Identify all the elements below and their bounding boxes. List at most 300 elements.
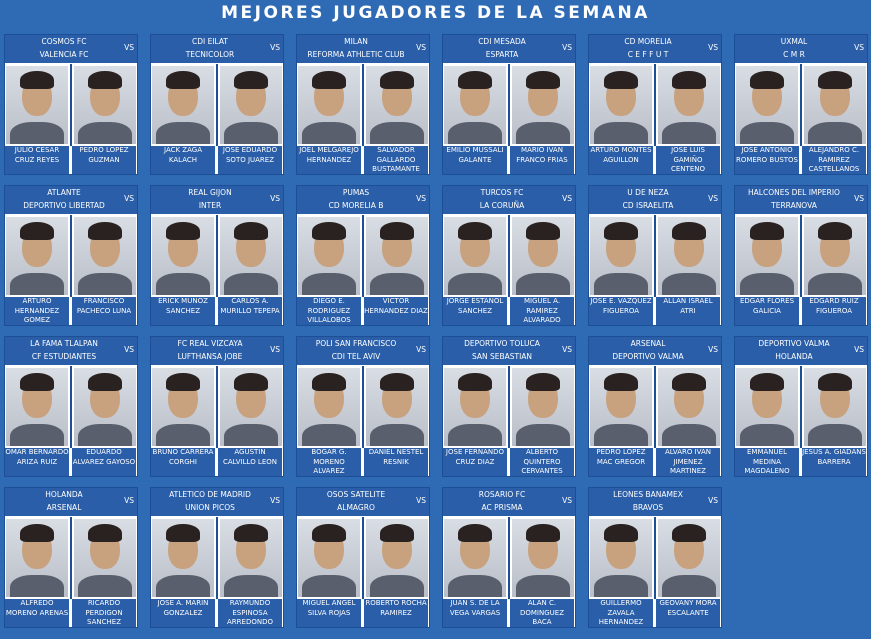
card-divider xyxy=(508,517,510,599)
match-card xyxy=(150,487,284,628)
match-header xyxy=(297,488,429,516)
team-away: C E F F U T xyxy=(627,50,669,59)
match-card xyxy=(588,34,722,175)
match-header xyxy=(5,337,137,365)
team-home: ATLETICO DE MADRID xyxy=(169,490,251,499)
photo-hair xyxy=(166,71,200,89)
photo-hair xyxy=(234,373,268,391)
card-divider xyxy=(70,366,72,448)
vs-label: VS xyxy=(708,194,718,203)
photo-body xyxy=(448,273,502,295)
team-away: UNION PICOS xyxy=(185,503,235,512)
player-name-left: EMMANUEL MEDINA MAGDALENO xyxy=(735,448,799,476)
player-photo-right xyxy=(804,217,866,295)
photo-body xyxy=(370,575,424,597)
team-away: CD MORELIA B xyxy=(328,201,384,210)
player-photo-right xyxy=(74,368,136,446)
photo-body xyxy=(594,122,648,144)
player-name-right: SALVADOR GALLARDO BUSTAMANTE xyxy=(364,146,428,174)
player-name-left: MIGUEL ANGEL SILVA ROJAS xyxy=(297,599,361,627)
vs-label: VS xyxy=(416,43,426,52)
card-divider xyxy=(362,366,364,448)
photo-body xyxy=(10,122,64,144)
photo-hair xyxy=(672,71,706,89)
photo-hair xyxy=(526,71,560,89)
match-card xyxy=(588,336,722,477)
photo-body xyxy=(156,273,210,295)
player-photo-left xyxy=(736,66,798,144)
player-name-left: EMILIO MUSSALI GALANTE xyxy=(443,146,507,174)
player-photo-right xyxy=(74,519,136,597)
player-name-left: GUILLERMO ZAVALA HERNANDEZ xyxy=(589,599,653,627)
vs-label: VS xyxy=(124,496,134,505)
team-away: ESPARTA xyxy=(485,50,519,59)
player-name-left: ARTURO HERNANDEZ GOMEZ xyxy=(5,297,69,325)
team-home: LEONES BANAMEX xyxy=(613,490,683,499)
photo-body xyxy=(224,122,278,144)
team-home: REAL GIJON xyxy=(188,188,232,197)
photo-body xyxy=(662,424,716,446)
card-divider xyxy=(654,215,656,297)
player-name-left: PEDRO LOPEZ MAC GREGOR xyxy=(589,448,653,476)
card-divider xyxy=(70,215,72,297)
card-divider xyxy=(800,64,802,146)
player-photo-left xyxy=(298,519,360,597)
photo-body xyxy=(740,122,794,144)
card-divider xyxy=(654,366,656,448)
player-name-right: JESUS A. GIADANS BARRERA xyxy=(802,448,866,476)
card-divider xyxy=(216,64,218,146)
player-photo-left xyxy=(6,519,68,597)
player-photo-right xyxy=(658,66,720,144)
photo-hair xyxy=(526,524,560,542)
photo-hair xyxy=(234,524,268,542)
match-card xyxy=(296,336,430,477)
team-home: ARSENAL xyxy=(630,339,666,348)
player-photo-right xyxy=(366,368,428,446)
match-header xyxy=(297,35,429,63)
player-photo-left xyxy=(590,519,652,597)
team-home: ROSARIO FC xyxy=(478,490,526,499)
player-photo-left xyxy=(590,66,652,144)
photo-body xyxy=(516,575,570,597)
photo-hair xyxy=(312,524,346,542)
photo-hair xyxy=(672,222,706,240)
card-divider xyxy=(654,64,656,146)
match-card xyxy=(296,487,430,628)
player-name-right: RICARDO PERDIGON SANCHEZ xyxy=(72,599,136,627)
match-card xyxy=(4,34,138,175)
player-photo-left xyxy=(736,217,798,295)
photo-body xyxy=(224,273,278,295)
photo-hair xyxy=(458,373,492,391)
match-header xyxy=(443,337,575,365)
player-photo-right xyxy=(512,217,574,295)
player-name-left: JACK ZAGA KALACH xyxy=(151,146,215,174)
player-name-left: BOGAR G. MORENO ALVAREZ xyxy=(297,448,361,476)
photo-hair xyxy=(312,222,346,240)
photo-body xyxy=(808,424,862,446)
card-divider xyxy=(70,517,72,599)
photo-body xyxy=(302,575,356,597)
player-photo-left xyxy=(152,217,214,295)
player-name-left: JOSE E. VAZQUEZ FIGUEROA xyxy=(589,297,653,325)
player-name-right: EDGARD RUIZ FIGUEROA xyxy=(802,297,866,325)
photo-body xyxy=(302,273,356,295)
photo-body xyxy=(808,122,862,144)
photo-hair xyxy=(526,373,560,391)
player-photo-right xyxy=(220,217,282,295)
photo-hair xyxy=(380,524,414,542)
player-photo-right xyxy=(74,217,136,295)
match-card xyxy=(296,185,430,326)
card-divider xyxy=(508,215,510,297)
match-card xyxy=(734,336,868,477)
match-header xyxy=(735,35,867,63)
photo-hair xyxy=(458,222,492,240)
team-away: ALMAGRO xyxy=(337,503,375,512)
photo-body xyxy=(448,424,502,446)
photo-body xyxy=(224,575,278,597)
match-header xyxy=(735,337,867,365)
team-away: ARSENAL xyxy=(46,503,82,512)
photo-body xyxy=(78,273,132,295)
photo-body xyxy=(662,273,716,295)
match-header xyxy=(443,488,575,516)
player-photo-left xyxy=(590,217,652,295)
player-photo-right xyxy=(220,66,282,144)
team-home: MILAN xyxy=(344,37,368,46)
photo-body xyxy=(516,273,570,295)
player-name-left: JORGE ESTAÑOL SANCHEZ xyxy=(443,297,507,325)
vs-label: VS xyxy=(416,194,426,203)
match-header xyxy=(5,488,137,516)
vs-label: VS xyxy=(854,194,864,203)
photo-body xyxy=(516,424,570,446)
match-header xyxy=(5,186,137,214)
photo-hair xyxy=(234,71,268,89)
player-name-left: JUAN S. DE LA VEGA VARGAS xyxy=(443,599,507,627)
player-photo-right xyxy=(658,368,720,446)
player-name-right: CARLOS A. MURILLO TEPEPA xyxy=(218,297,282,325)
photo-hair xyxy=(604,222,638,240)
match-header xyxy=(443,186,575,214)
team-away: CDI TEL AVIV xyxy=(331,352,381,361)
player-name-left: ERICK MUÑOZ SANCHEZ xyxy=(151,297,215,325)
player-name-right: MIGUEL A. RAMIREZ ALVARADO xyxy=(510,297,574,325)
match-header xyxy=(5,35,137,63)
player-name-left: JOSE ANTONIO ROMERO BUSTOS xyxy=(735,146,799,174)
vs-label: VS xyxy=(416,345,426,354)
player-name-left: JOSE FERNANDO CRUZ DIAZ xyxy=(443,448,507,476)
card-divider xyxy=(362,215,364,297)
team-away: TERRANOVA xyxy=(771,201,817,210)
match-card xyxy=(150,336,284,477)
photo-hair xyxy=(672,524,706,542)
player-name-right: ALBERTO QUINTERO CERVANTES xyxy=(510,448,574,476)
photo-body xyxy=(370,424,424,446)
photo-body xyxy=(78,575,132,597)
vs-label: VS xyxy=(708,43,718,52)
player-name-left: OMAR BERNARDO ARIZA RUIZ xyxy=(5,448,69,476)
player-name-right: AGUSTIN CALVILLO LEON xyxy=(218,448,282,476)
photo-hair xyxy=(20,222,54,240)
team-home: DEPORTIVO VALMA xyxy=(758,339,830,348)
player-name-right: FRANCISCO PACHECO LUNA xyxy=(72,297,136,325)
match-header xyxy=(735,186,867,214)
photo-body xyxy=(662,575,716,597)
photo-body xyxy=(594,273,648,295)
team-away: SAN SEBASTIAN xyxy=(471,352,533,361)
photo-body xyxy=(10,424,64,446)
player-photo-left xyxy=(444,368,506,446)
player-name-left: ALFREDO MORENO ARENAS xyxy=(5,599,69,627)
player-photo-left xyxy=(298,368,360,446)
match-header xyxy=(151,35,283,63)
player-name-left: JOSE A. MARIN GONZALEZ xyxy=(151,599,215,627)
photo-hair xyxy=(750,71,784,89)
photo-hair xyxy=(818,71,852,89)
card-divider xyxy=(508,64,510,146)
team-home: POLI SAN FRANCISCO xyxy=(315,339,397,348)
photo-body xyxy=(662,122,716,144)
card-divider xyxy=(362,64,364,146)
team-away: DEPORTIVO VALMA xyxy=(612,352,684,361)
photo-hair xyxy=(234,222,268,240)
photo-body xyxy=(370,273,424,295)
photo-hair xyxy=(604,524,638,542)
player-photo-left xyxy=(590,368,652,446)
photo-hair xyxy=(20,373,54,391)
photo-hair xyxy=(166,373,200,391)
match-card xyxy=(442,487,576,628)
player-photo-left xyxy=(152,66,214,144)
player-photo-left xyxy=(298,66,360,144)
match-card xyxy=(442,185,576,326)
vs-label: VS xyxy=(270,345,280,354)
photo-hair xyxy=(818,222,852,240)
player-name-right: JOSE EDUARDO SOTO JUAREZ xyxy=(218,146,282,174)
photo-body xyxy=(78,424,132,446)
player-photo-left xyxy=(6,217,68,295)
photo-body xyxy=(370,122,424,144)
player-name-right: DANIEL NESTEL RESNIK xyxy=(364,448,428,476)
photo-hair xyxy=(312,373,346,391)
card-divider xyxy=(216,366,218,448)
vs-label: VS xyxy=(124,345,134,354)
photo-body xyxy=(594,575,648,597)
card-divider xyxy=(362,517,364,599)
photo-hair xyxy=(166,524,200,542)
photo-hair xyxy=(380,222,414,240)
photo-hair xyxy=(20,71,54,89)
team-away: REFORMA ATHLETIC CLUB xyxy=(307,50,405,59)
player-name-right: MARIO IVAN FRANCO FRIAS xyxy=(510,146,574,174)
vs-label: VS xyxy=(124,43,134,52)
player-name-right: RAYMUNDO ESPINOSA ARREDONDO xyxy=(218,599,282,627)
player-photo-left xyxy=(444,217,506,295)
card-divider xyxy=(800,215,802,297)
photo-hair xyxy=(818,373,852,391)
player-name-left: JOEL MELGAREJO HERNANDEZ xyxy=(297,146,361,174)
player-photo-left xyxy=(444,519,506,597)
match-header xyxy=(443,35,575,63)
card-divider xyxy=(508,366,510,448)
player-name-right: PEDRO LOPEZ GUZMAN xyxy=(72,146,136,174)
player-photo-left xyxy=(152,519,214,597)
player-photo-right xyxy=(512,519,574,597)
player-photo-right xyxy=(512,66,574,144)
player-photo-right xyxy=(658,519,720,597)
team-home: UXMAL xyxy=(780,37,808,46)
player-photo-right xyxy=(512,368,574,446)
team-home: COSMOS FC xyxy=(41,37,87,46)
photo-body xyxy=(808,273,862,295)
player-photo-right xyxy=(658,217,720,295)
photo-body xyxy=(740,424,794,446)
card-divider xyxy=(216,517,218,599)
match-card xyxy=(734,185,868,326)
vs-label: VS xyxy=(708,345,718,354)
photo-hair xyxy=(312,71,346,89)
vs-label: VS xyxy=(416,496,426,505)
player-name-left: EDGAR FLORES GALICIA xyxy=(735,297,799,325)
photo-body xyxy=(448,575,502,597)
team-home: CDI MESADA xyxy=(478,37,526,46)
team-home: FC REAL VIZCAYA xyxy=(177,339,243,348)
vs-label: VS xyxy=(562,194,572,203)
match-card xyxy=(442,34,576,175)
photo-hair xyxy=(20,524,54,542)
team-away: VALENCIA FC xyxy=(39,50,89,59)
photo-body xyxy=(594,424,648,446)
vs-label: VS xyxy=(124,194,134,203)
photo-body xyxy=(156,122,210,144)
photo-body xyxy=(10,273,64,295)
team-home: CDI EILAT xyxy=(191,37,229,46)
team-home: HOLANDA xyxy=(45,490,83,499)
player-name-left: ARTURO MONTES AGUILLON xyxy=(589,146,653,174)
player-photo-left xyxy=(444,66,506,144)
match-header xyxy=(297,337,429,365)
team-away: TECNICOLOR xyxy=(185,50,235,59)
team-away: HOLANDA xyxy=(775,352,813,361)
match-header xyxy=(589,488,721,516)
player-photo-left xyxy=(298,217,360,295)
match-card xyxy=(150,185,284,326)
match-header xyxy=(151,488,283,516)
match-card xyxy=(4,185,138,326)
photo-body xyxy=(224,424,278,446)
team-away: AC PRISMA xyxy=(481,503,523,512)
photo-hair xyxy=(604,71,638,89)
player-photo-left xyxy=(6,368,68,446)
team-home: TURCOS FC xyxy=(480,188,524,197)
vs-label: VS xyxy=(708,496,718,505)
player-photo-left xyxy=(6,66,68,144)
vs-label: VS xyxy=(562,496,572,505)
team-away: CF ESTUDIANTES xyxy=(31,352,97,361)
photo-hair xyxy=(750,222,784,240)
player-name-right: ROBERTO ROCHA RAMIREZ xyxy=(364,599,428,627)
player-photo-right xyxy=(220,368,282,446)
match-card xyxy=(4,336,138,477)
player-name-left: JULIO CESAR CRUZ REYES xyxy=(5,146,69,174)
vs-label: VS xyxy=(562,345,572,354)
photo-body xyxy=(302,122,356,144)
team-home: PUMAS xyxy=(342,188,370,197)
match-card xyxy=(588,487,722,628)
team-home: ATLANTE xyxy=(47,188,81,197)
team-home: DEPORTIVO TOLUCA xyxy=(464,339,540,348)
team-away: INTER xyxy=(198,201,222,210)
player-photo-left xyxy=(152,368,214,446)
player-photo-right xyxy=(366,66,428,144)
photo-hair xyxy=(88,71,122,89)
card-divider xyxy=(70,64,72,146)
player-photo-right xyxy=(220,519,282,597)
match-header xyxy=(151,337,283,365)
photo-hair xyxy=(88,373,122,391)
match-header xyxy=(589,337,721,365)
player-name-right: EDUARDO ALVAREZ GAYOSO xyxy=(72,448,136,476)
photo-hair xyxy=(380,71,414,89)
player-name-right: VICTOR HERNANDEZ DIAZ xyxy=(364,297,428,325)
photo-hair xyxy=(88,524,122,542)
photo-body xyxy=(302,424,356,446)
photo-hair xyxy=(672,373,706,391)
team-away: CD ISRAELITA xyxy=(622,201,674,210)
match-header xyxy=(151,186,283,214)
match-card xyxy=(734,34,868,175)
photo-body xyxy=(740,273,794,295)
team-home: U DE NEZA xyxy=(627,188,669,197)
team-away: BRAVOS xyxy=(632,503,664,512)
card-divider xyxy=(654,517,656,599)
match-card xyxy=(4,487,138,628)
team-away: C M R xyxy=(783,50,805,59)
player-name-right: ALAN C. DOMINGUEZ BACA xyxy=(510,599,574,627)
vs-label: VS xyxy=(270,496,280,505)
player-name-right: GEOVANY MORA ESCALANTE xyxy=(656,599,720,627)
photo-body xyxy=(448,122,502,144)
team-away: LUFTHANSA JOBE xyxy=(177,352,243,361)
photo-hair xyxy=(604,373,638,391)
player-photo-right xyxy=(74,66,136,144)
match-header xyxy=(589,35,721,63)
match-card xyxy=(296,34,430,175)
vs-label: VS xyxy=(270,43,280,52)
photo-body xyxy=(516,122,570,144)
player-photo-right xyxy=(366,217,428,295)
match-header xyxy=(297,186,429,214)
vs-label: VS xyxy=(854,345,864,354)
photo-body xyxy=(156,424,210,446)
vs-label: VS xyxy=(270,194,280,203)
photo-hair xyxy=(458,524,492,542)
team-home: OSOS SATELITE xyxy=(326,490,386,499)
photo-hair xyxy=(88,222,122,240)
player-photo-right xyxy=(804,66,866,144)
player-name-right: JOSE LUIS GAMIÑO CENTENO xyxy=(656,146,720,174)
team-home: LA FAMA TLALPAN xyxy=(30,339,98,348)
player-name-right: ALLAN ISRAEL ATRI xyxy=(656,297,720,325)
photo-hair xyxy=(750,373,784,391)
photo-body xyxy=(156,575,210,597)
team-away: DEPORTIVO LIBERTAD xyxy=(23,201,105,210)
photo-hair xyxy=(166,222,200,240)
match-card xyxy=(442,336,576,477)
